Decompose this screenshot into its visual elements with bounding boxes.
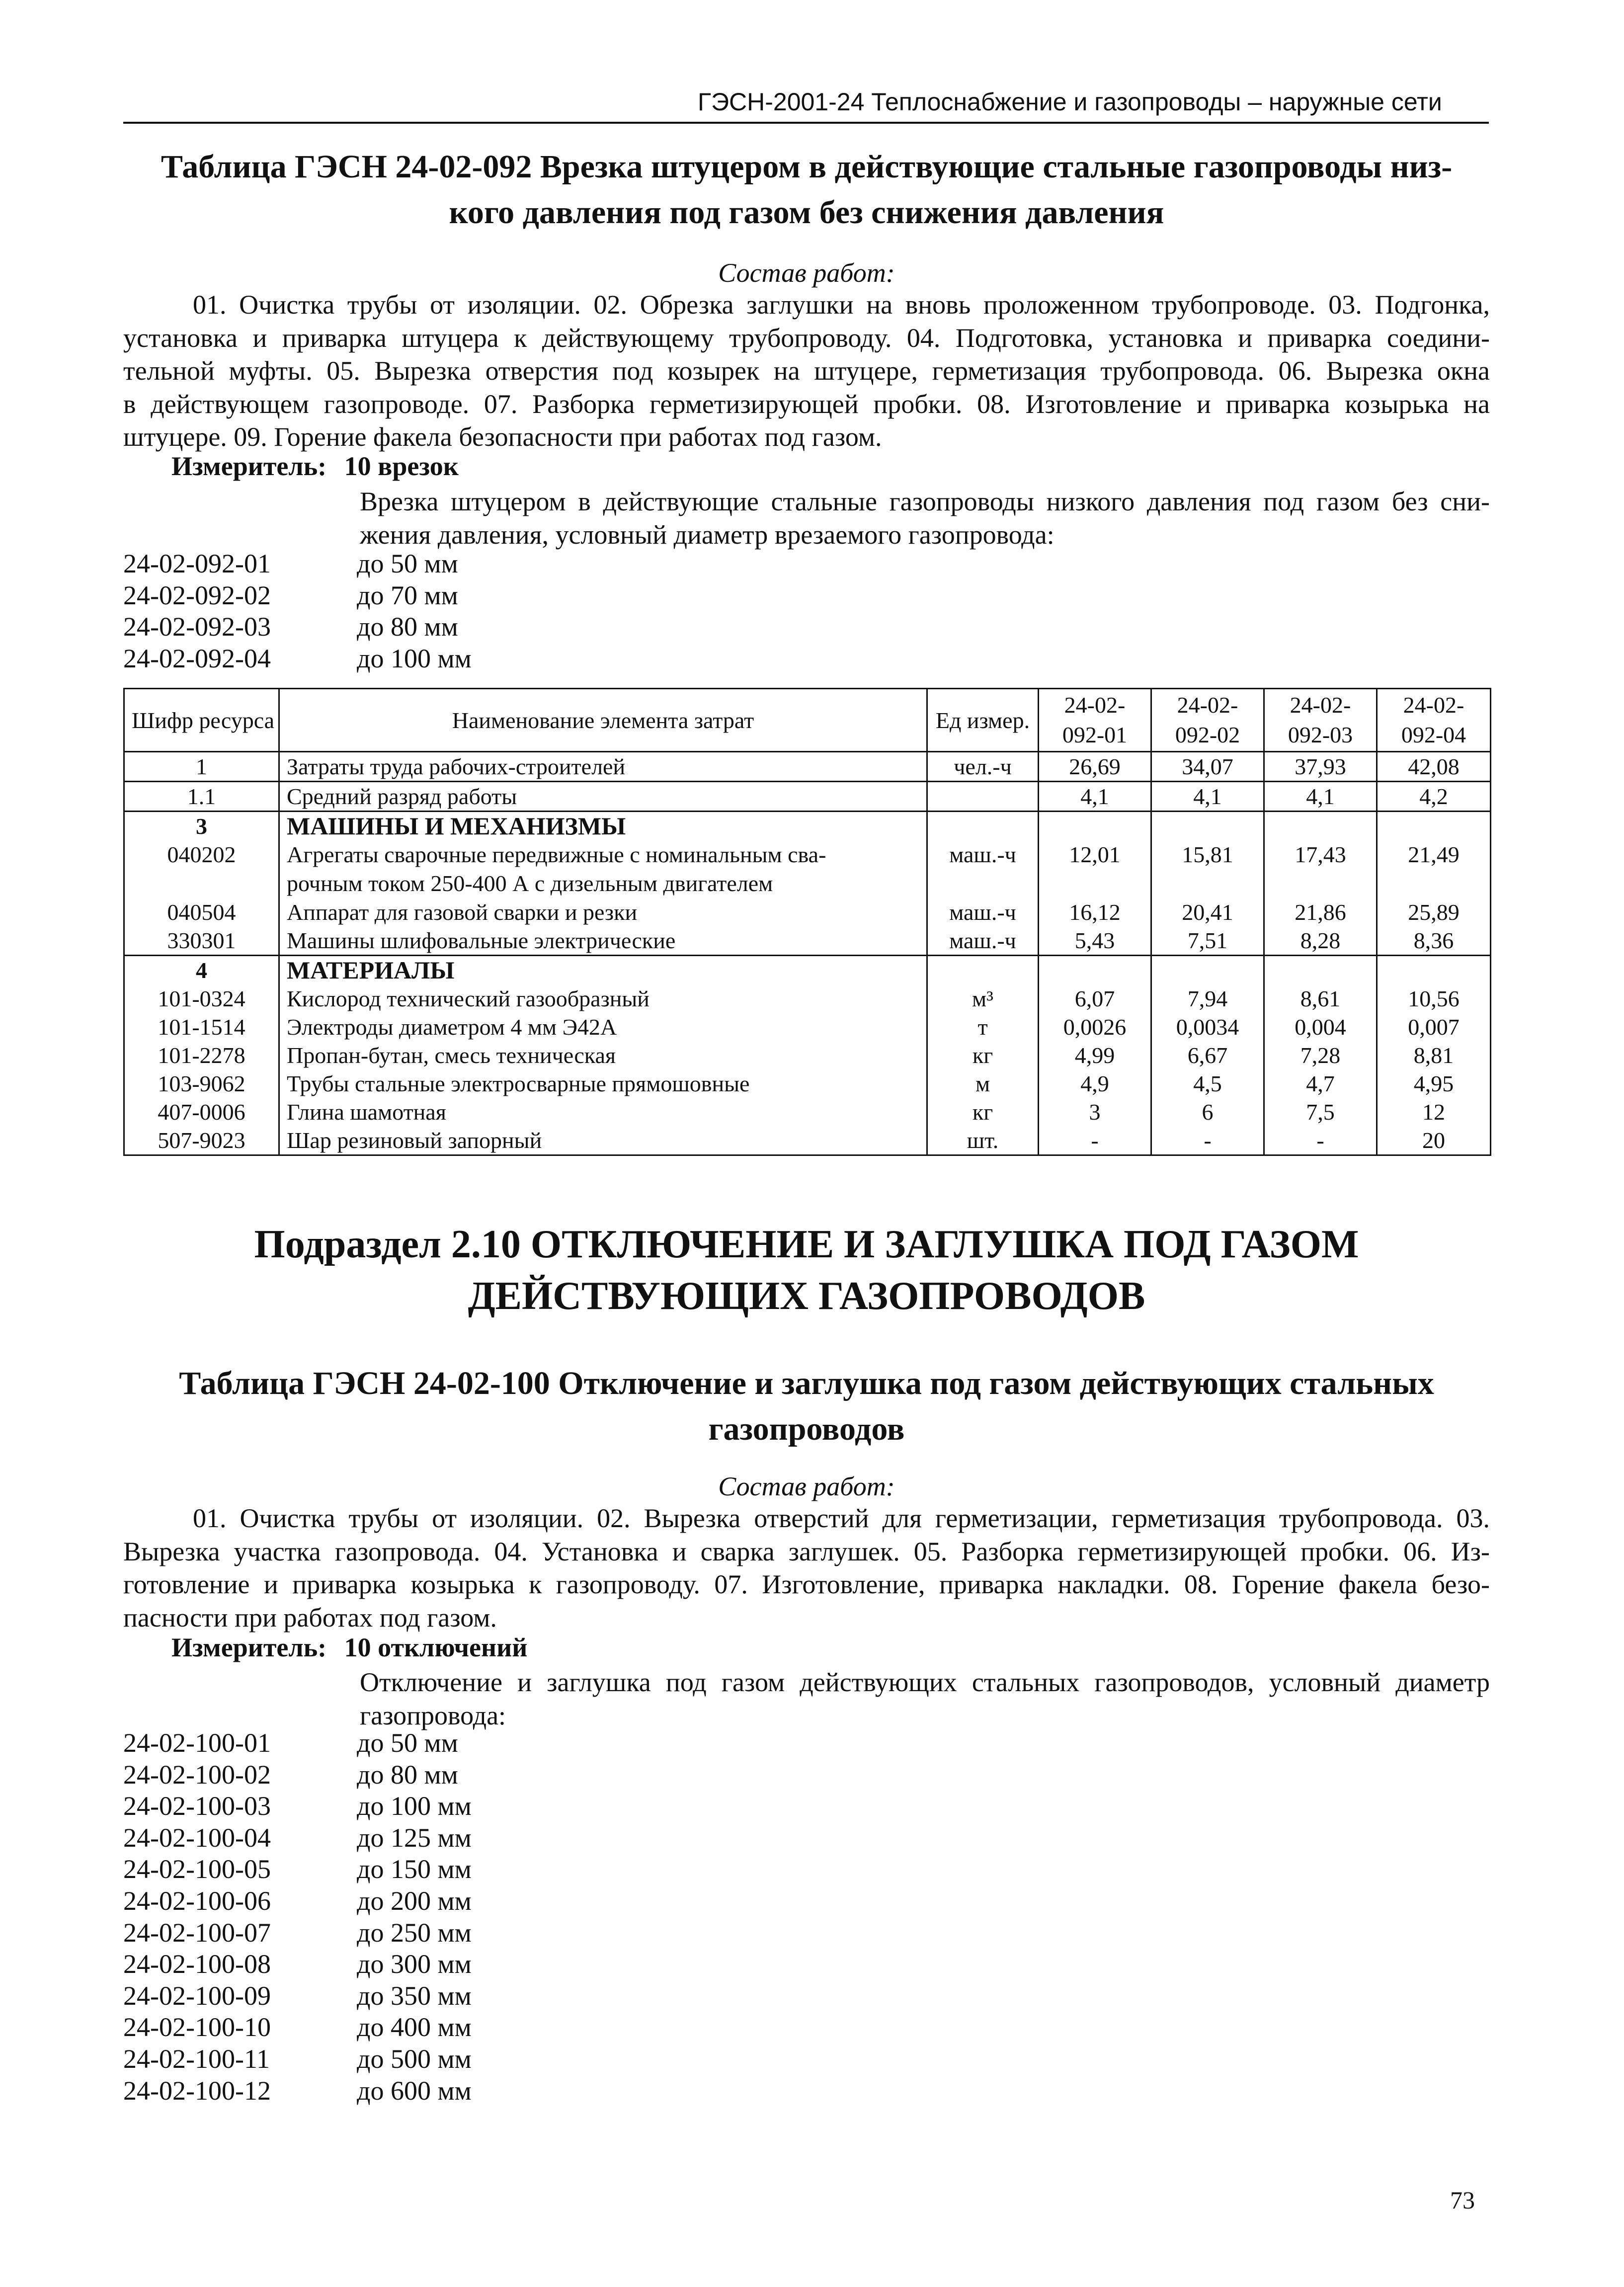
desc-line: Врезка штуцером в действующие стальные газопроводы низкого давления под газом без сни- bbox=[360, 487, 1490, 516]
cell-name: Машины шлифовальные электрические bbox=[279, 926, 927, 956]
code: 24-02-100-07 bbox=[123, 1917, 271, 1948]
cell-value: 8,36 bbox=[1377, 926, 1491, 956]
code-row bbox=[123, 2075, 472, 2107]
cell-unit bbox=[927, 956, 1039, 985]
cell-unit: кг bbox=[927, 1098, 1039, 1126]
cell-value: 4,99 bbox=[1039, 1041, 1151, 1069]
cell-value: - bbox=[1039, 1126, 1151, 1155]
cell-value: 12,01 bbox=[1039, 840, 1151, 898]
header-col-1: 24-02- 092-01 bbox=[1039, 689, 1151, 752]
cell-unit: маш.-ч bbox=[927, 898, 1039, 926]
code-label: до 100 мм bbox=[357, 1791, 472, 1821]
header-col-3: 24-02- 092-03 bbox=[1264, 689, 1377, 752]
meter-label: Измеритель: bbox=[171, 1633, 327, 1662]
table1-title-line1: Таблица ГЭСН 24-02-092 Врезка штуцером в действующие стальные газопроводы низ- bbox=[161, 149, 1453, 185]
cell-value: 0,007 bbox=[1377, 1013, 1491, 1041]
code-row bbox=[123, 1822, 472, 1854]
header-code: Шифр ресурса bbox=[124, 689, 279, 752]
work-line: тельной муфты. 05. Вырезка отверстия под козырек на штуцере, герметизация трубопровода. 06. Вырезка окна bbox=[123, 356, 1490, 386]
table2-title-line2: газопроводов bbox=[708, 1411, 905, 1447]
table-row bbox=[124, 1013, 1491, 1041]
cell-value bbox=[1151, 956, 1264, 985]
cell-value: 16,12 bbox=[1039, 898, 1151, 926]
cell-value bbox=[1151, 812, 1264, 841]
cell-name: Трубы стальные электросварные прямошовные bbox=[279, 1069, 927, 1098]
code-label: до 80 мм bbox=[357, 612, 458, 642]
cell-code: 330301 bbox=[124, 926, 279, 956]
table1-description bbox=[360, 485, 1490, 551]
header-col-4: 24-02- 092-04 bbox=[1377, 689, 1491, 752]
cell-unit: маш.-ч bbox=[927, 840, 1039, 898]
cell-value: 0,0026 bbox=[1039, 1013, 1151, 1041]
code-row bbox=[123, 548, 472, 580]
section-title: МАШИНЫ И МЕХАНИЗМЫ bbox=[279, 812, 927, 841]
table2-title bbox=[123, 1361, 1490, 1452]
subsection-title bbox=[123, 1219, 1490, 1322]
code: 24-02-100-11 bbox=[123, 2043, 270, 2074]
cell-value: 37,93 bbox=[1264, 752, 1377, 782]
desc-line: жения давления, условный диаметр врезаемого газопровода: bbox=[360, 519, 1055, 550]
table-row bbox=[124, 1069, 1491, 1098]
cell-value: 21,49 bbox=[1377, 840, 1491, 898]
cell-value: 20,41 bbox=[1151, 898, 1264, 926]
cell-value bbox=[1264, 812, 1377, 841]
meter-value: 10 врезок bbox=[344, 451, 459, 481]
cell-value: 15,81 bbox=[1151, 840, 1264, 898]
code-label: до 80 мм bbox=[357, 1759, 458, 1790]
table2-caption: Состав работ: bbox=[718, 1471, 895, 1501]
table2-title-line1: Таблица ГЭСН 24-02-100 Отключение и заглушка под газом действующих стальных bbox=[179, 1365, 1434, 1401]
code-label: до 400 мм bbox=[357, 2012, 472, 2042]
cell-name: Кислород технический газообразный bbox=[279, 984, 927, 1013]
cell-name: Аппарат для газовой сварки и резки bbox=[279, 898, 927, 926]
cell-code: 040504 bbox=[124, 898, 279, 926]
cell-name: Электроды диаметром 4 мм Э42А bbox=[279, 1013, 927, 1041]
code: 24-02-092-04 bbox=[123, 643, 271, 673]
cell-unit: маш.-ч bbox=[927, 926, 1039, 956]
table1-work-text bbox=[123, 288, 1490, 454]
cell-value: 20 bbox=[1377, 1126, 1491, 1155]
cell-value: 4,9 bbox=[1039, 1069, 1151, 1098]
cell-value: 5,43 bbox=[1039, 926, 1151, 956]
work-line: готовление и приварка козырька к газопроводу. 07. Изготовление, приварка накладки. 08. Горение факела безо- bbox=[123, 1569, 1490, 1599]
code-label: до 500 мм bbox=[357, 2043, 472, 2074]
cell-value: 4,95 bbox=[1377, 1069, 1491, 1098]
work-line: штуцере. 09. Горение факела безопасности при работах под газом. bbox=[123, 422, 882, 452]
header-col-2: 24-02- 092-02 bbox=[1151, 689, 1264, 752]
code-row bbox=[123, 1917, 472, 1949]
cell-name: Пропан-бутан, смесь техническая bbox=[279, 1041, 927, 1069]
desc-line: Отключение и заглушка под газом действующих стальных газопроводов, условный диаметр bbox=[360, 1667, 1490, 1697]
cell-value: 4,1 bbox=[1151, 782, 1264, 812]
work-line: установка и приварка штуцера к действующему трубопроводу. 04. Подготовка, установка и приварка соедини- bbox=[123, 323, 1490, 353]
table-row bbox=[124, 840, 1491, 898]
cell-value: 6 bbox=[1151, 1098, 1264, 1126]
table-section-row bbox=[124, 812, 1491, 841]
table-header-row bbox=[124, 689, 1491, 752]
cell-value: 10,56 bbox=[1377, 984, 1491, 1013]
table1-title bbox=[123, 144, 1490, 236]
code-row bbox=[123, 1727, 472, 1759]
cell-name: Средний разряд работы bbox=[279, 782, 927, 812]
table-row bbox=[124, 782, 1491, 812]
table-section-row bbox=[124, 956, 1491, 985]
table-row bbox=[124, 984, 1491, 1013]
cell-value: 7,51 bbox=[1151, 926, 1264, 956]
header-name: Наименование элемента затрат bbox=[279, 689, 927, 752]
cell-value: - bbox=[1151, 1126, 1264, 1155]
table-row bbox=[124, 1098, 1491, 1126]
table1-code-list bbox=[123, 548, 472, 674]
cell-unit bbox=[927, 782, 1039, 812]
cell-value: 4,2 bbox=[1377, 782, 1491, 812]
cell-value bbox=[1039, 812, 1151, 841]
cell-value: 4,1 bbox=[1039, 782, 1151, 812]
cell-unit: м bbox=[927, 1069, 1039, 1098]
code-label: до 70 мм bbox=[357, 580, 458, 610]
subsection-title-line2: ДЕЙСТВУЮЩИХ ГАЗОПРОВОДОВ bbox=[468, 1274, 1145, 1318]
cell-value bbox=[1377, 956, 1491, 985]
table-row bbox=[124, 926, 1491, 956]
cell-name: Глина шамотная bbox=[279, 1098, 927, 1126]
work-line: пасности при работах под газом. bbox=[123, 1602, 497, 1633]
meter-label: Измеритель: bbox=[171, 451, 327, 481]
code: 24-02-100-09 bbox=[123, 1980, 271, 2011]
code-row bbox=[123, 1885, 472, 1917]
code-row bbox=[123, 1854, 472, 1885]
cell-value: 26,69 bbox=[1039, 752, 1151, 782]
code: 24-02-100-10 bbox=[123, 2012, 271, 2042]
cell-value: 21,86 bbox=[1264, 898, 1377, 926]
table-row bbox=[124, 1126, 1491, 1155]
cell-name: Агрегаты сварочные передвижные с номинальным сва- рочным током 250-400 А с дизельным двигателем bbox=[279, 840, 927, 898]
cell-value: 8,61 bbox=[1264, 984, 1377, 1013]
table2-code-list bbox=[123, 1727, 472, 2107]
code: 24-02-092-02 bbox=[123, 580, 271, 610]
cell-unit: шт. bbox=[927, 1126, 1039, 1155]
cell-value: 8,81 bbox=[1377, 1041, 1491, 1069]
header-unit: Ед измер. bbox=[927, 689, 1039, 752]
cell-code: 103-9062 bbox=[124, 1069, 279, 1098]
code: 24-02-100-06 bbox=[123, 1885, 271, 1916]
cell-value: 17,43 bbox=[1264, 840, 1377, 898]
table1-title-line2: кого давления под газом без снижения давления bbox=[449, 194, 1164, 231]
cell-unit bbox=[927, 812, 1039, 841]
cell-name: Затраты труда рабочих-строителей bbox=[279, 752, 927, 782]
cell-value: 0,0034 bbox=[1151, 1013, 1264, 1041]
cell-unit: чел.-ч bbox=[927, 752, 1039, 782]
cell-code: 040202 bbox=[124, 840, 279, 898]
meter-value: 10 отключений bbox=[344, 1633, 528, 1662]
code: 24-02-100-02 bbox=[123, 1759, 271, 1790]
code-label: до 100 мм bbox=[357, 643, 472, 673]
table-row bbox=[124, 1041, 1491, 1069]
cell-unit: кг bbox=[927, 1041, 1039, 1069]
cell-value: 6,67 bbox=[1151, 1041, 1264, 1069]
cell-name: Шар резиновый запорный bbox=[279, 1126, 927, 1155]
code-label: до 250 мм bbox=[357, 1917, 472, 1948]
code-label: до 350 мм bbox=[357, 1980, 472, 2011]
code: 24-02-100-04 bbox=[123, 1822, 271, 1853]
table1-caption: Состав работ: bbox=[718, 258, 895, 288]
code-label: до 200 мм bbox=[357, 1885, 472, 1916]
page-number: 73 bbox=[1450, 2186, 1475, 2214]
code-row bbox=[123, 643, 472, 675]
cell-value: 7,5 bbox=[1264, 1098, 1377, 1126]
work-line: в действующем газопроводе. 07. Разборка герметизирующей пробки. 08. Изготовление и приварка козырька на bbox=[123, 389, 1490, 419]
code: 24-02-100-03 bbox=[123, 1791, 271, 1821]
work-line: Вырезка участка газопровода. 04. Установка и сварка заглушек. 05. Разборка герметизирующей пробки. 06. Из- bbox=[123, 1536, 1490, 1566]
code-label: до 125 мм bbox=[357, 1822, 472, 1853]
resource-table bbox=[123, 688, 1491, 1156]
cell-code: 3 bbox=[124, 812, 279, 841]
table2-work-text bbox=[123, 1502, 1490, 1634]
code-row bbox=[123, 1791, 472, 1822]
cell-code: 4 bbox=[124, 956, 279, 985]
cell-value bbox=[1264, 956, 1377, 985]
cell-code: 507-9023 bbox=[124, 1126, 279, 1155]
cell-unit: т bbox=[927, 1013, 1039, 1041]
cell-code: 101-2278 bbox=[124, 1041, 279, 1069]
cell-value: 12 bbox=[1377, 1098, 1491, 1126]
code: 24-02-092-01 bbox=[123, 549, 271, 578]
table-row bbox=[124, 898, 1491, 926]
cell-code: 1.1 bbox=[124, 782, 279, 812]
code: 24-02-100-12 bbox=[123, 2075, 271, 2106]
cell-value: 0,004 bbox=[1264, 1013, 1377, 1041]
code: 24-02-100-05 bbox=[123, 1854, 271, 1884]
table1-meter bbox=[171, 451, 459, 482]
cell-code: 1 bbox=[124, 752, 279, 782]
header-rule bbox=[123, 122, 1489, 124]
code-label: до 600 мм bbox=[357, 2075, 472, 2106]
table2-meter bbox=[171, 1632, 527, 1663]
code-row bbox=[123, 611, 472, 643]
cell-code: 407-0006 bbox=[124, 1098, 279, 1126]
code: 24-02-092-03 bbox=[123, 612, 271, 642]
code-row bbox=[123, 1759, 472, 1791]
cell-value: 8,28 bbox=[1264, 926, 1377, 956]
cell-unit: м³ bbox=[927, 984, 1039, 1013]
cell-value: - bbox=[1264, 1126, 1377, 1155]
cell-value: 7,94 bbox=[1151, 984, 1264, 1013]
code-row bbox=[123, 2043, 472, 2075]
code-row bbox=[123, 580, 472, 612]
code-row bbox=[123, 2012, 472, 2043]
cell-value: 3 bbox=[1039, 1098, 1151, 1126]
code-label: до 150 мм bbox=[357, 1854, 472, 1884]
cell-value: 4,7 bbox=[1264, 1069, 1377, 1098]
cell-value: 42,08 bbox=[1377, 752, 1491, 782]
code-label: до 50 мм bbox=[357, 1728, 458, 1758]
cell-value bbox=[1377, 812, 1491, 841]
table2-description bbox=[360, 1666, 1490, 1732]
code-label: до 50 мм bbox=[357, 549, 458, 578]
cell-value: 34,07 bbox=[1151, 752, 1264, 782]
code-row bbox=[123, 1949, 472, 1980]
desc-line: газопровода: bbox=[360, 1700, 506, 1730]
cell-value: 25,89 bbox=[1377, 898, 1491, 926]
code-row bbox=[123, 1980, 472, 2012]
table-row bbox=[124, 752, 1491, 782]
code: 24-02-100-01 bbox=[123, 1728, 271, 1758]
cell-code: 101-1514 bbox=[124, 1013, 279, 1041]
running-header: ГЭСН-2001-24 Теплоснабжение и газопроводы – наружные сети bbox=[698, 88, 1442, 116]
cell-value: 7,28 bbox=[1264, 1041, 1377, 1069]
cell-value: 4,5 bbox=[1151, 1069, 1264, 1098]
code-label: до 300 мм bbox=[357, 1949, 472, 1979]
work-line: 01. Очистка трубы от изоляции. 02. Вырезка отверстий для герметизации, герметизация трубопровода. 03. bbox=[193, 1503, 1490, 1533]
section-title: МАТЕРИАЛЫ bbox=[279, 956, 927, 985]
cell-code: 101-0324 bbox=[124, 984, 279, 1013]
cell-value bbox=[1039, 956, 1151, 985]
cell-value: 4,1 bbox=[1264, 782, 1377, 812]
subsection-title-line1: Подраздел 2.10 ОТКЛЮЧЕНИЕ И ЗАГЛУШКА ПОД ГАЗОМ bbox=[254, 1223, 1359, 1266]
work-line: 01. Очистка трубы от изоляции. 02. Обрезка заглушки на вновь проложенном трубопроводе. 03. Подгонка, bbox=[193, 290, 1490, 320]
cell-value: 6,07 bbox=[1039, 984, 1151, 1013]
code: 24-02-100-08 bbox=[123, 1949, 271, 1979]
